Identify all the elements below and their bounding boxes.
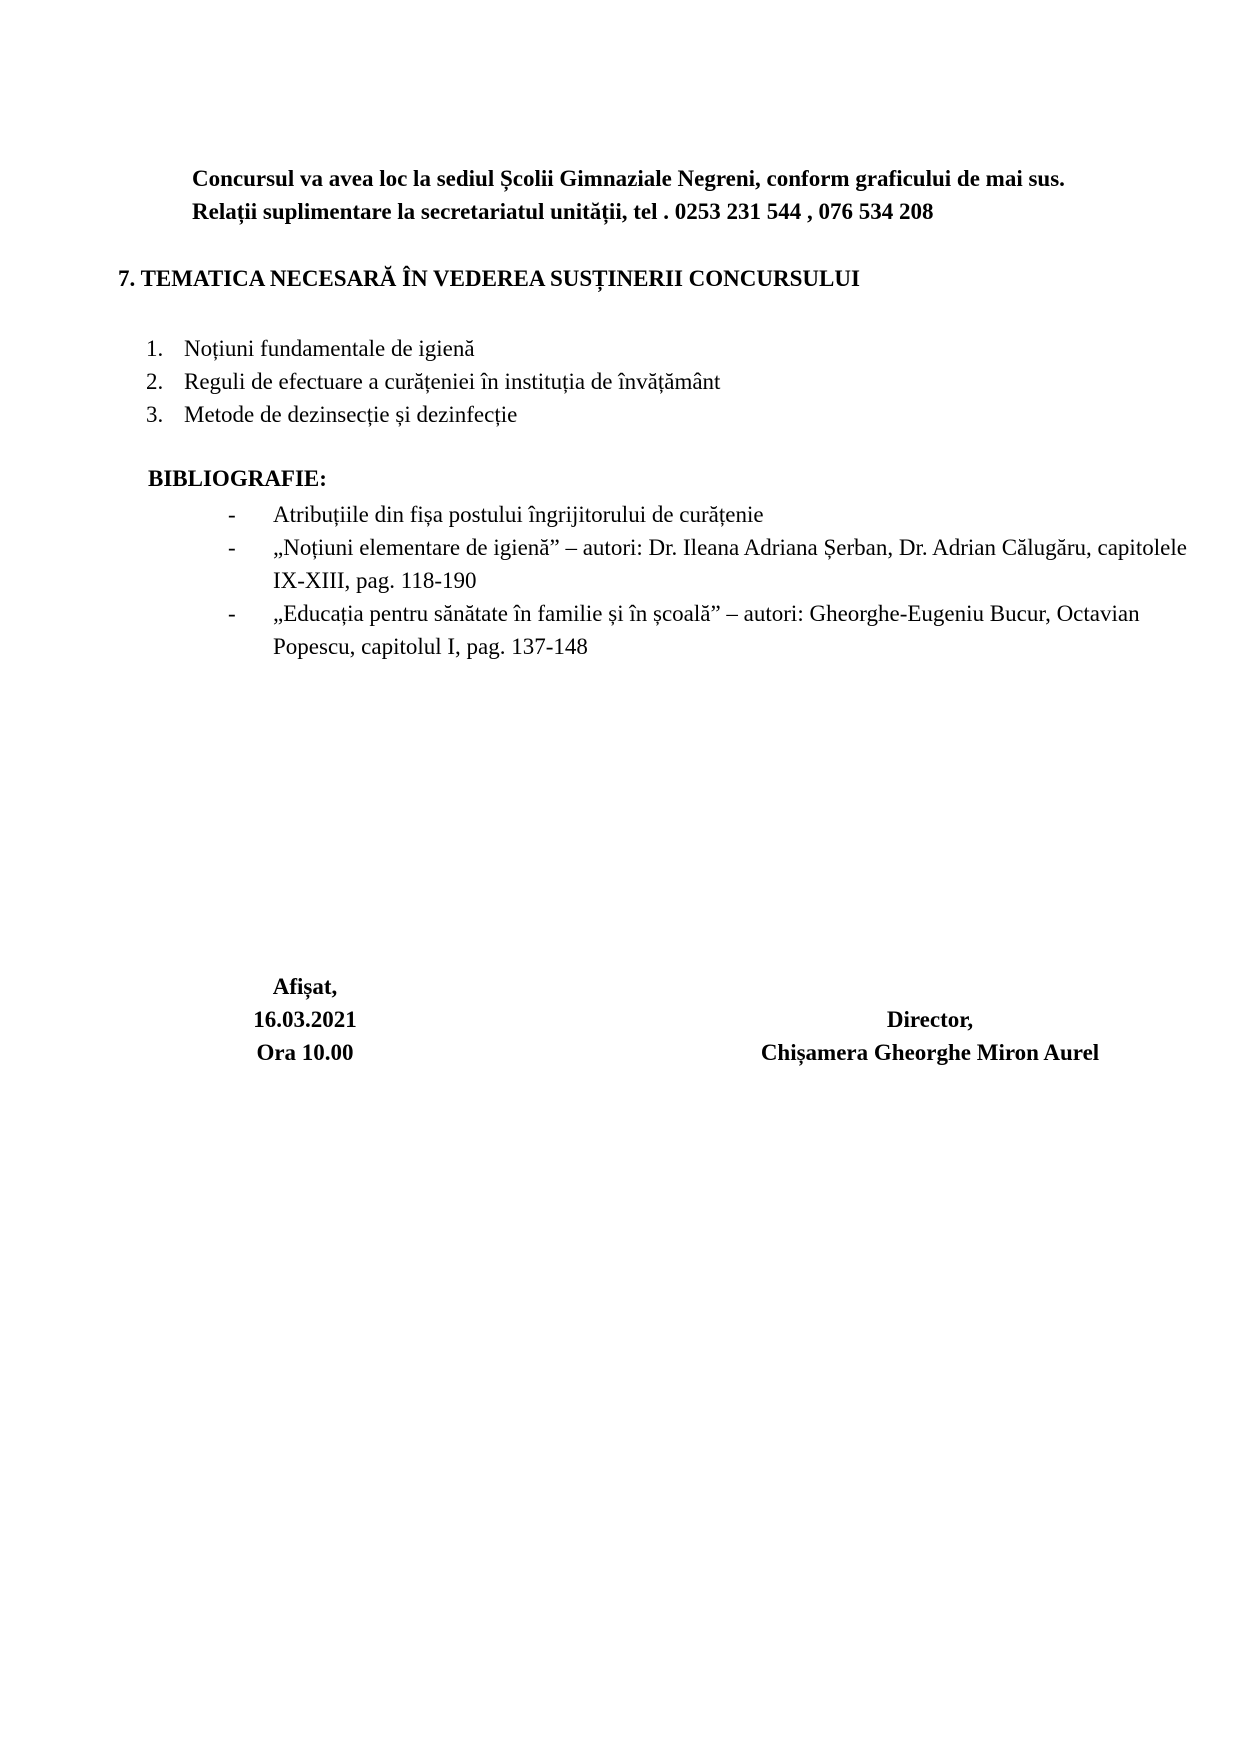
section-title: 7. TEMATICA NECESARĂ ÎN VEDEREA SUSȚINERII CONCURSULUI [118,266,860,291]
intro-line-contact: Relații suplimentare la secretariatul unității, tel . 0253 231 544 , 076 534 208 [192,199,934,224]
bibliography-text: „Educația pentru sănătate în familie și în școală” – autori: Gheorghe-Eugeniu Bucur, Octavian Popescu, capitolul I, pag. 137-148 [273,601,1140,659]
posted-label: Afișat, [272,974,338,999]
bibliography-text: Atribuțiile din fișa postului îngrijitorului de curățenie [273,502,764,527]
bullet-dash: - [228,535,236,560]
topic-item [146,365,720,398]
bibliography-item [228,597,1188,663]
topic-text: Noțiuni fundamentale de igienă [184,336,475,361]
posted-block [230,970,380,1069]
topics-list [146,332,720,431]
topic-number: 2. [146,369,164,394]
topic-item [146,332,720,365]
bibliography-list [228,498,1188,663]
posted-date: 16.03.2021 [253,1007,357,1032]
topic-number: 1. [146,336,164,361]
bibliography-item [228,531,1188,597]
bullet-dash: - [228,502,236,527]
intro-line-location: Concursul va avea loc la sediul Școlii Gimnaziale Negreni, conform graficului de mai sus. [192,166,1065,191]
topic-text: Reguli de efectuare a curățeniei în instituția de învățământ [184,369,721,394]
bibliography-text: „Noțiuni elementare de igienă” – autori: Dr. Ileana Adriana Șerban, Dr. Adrian Călugăru, capitolele IX-XIII, pag. 118-190 [273,535,1187,593]
signature-name: Chișamera Gheorghe Miron Aurel [760,1040,1100,1065]
signature-role: Director, [886,1007,974,1032]
posted-time: Ora 10.00 [256,1040,354,1065]
topic-number: 3. [146,402,164,427]
bullet-dash: - [228,601,236,626]
signature-block [730,1003,1130,1069]
topic-item [146,398,720,431]
topic-text: Metode de dezinsecție și dezinfecție [184,402,518,427]
bibliography-item [228,498,1188,531]
bibliography-heading: BIBLIOGRAFIE: [148,466,327,491]
intro-paragraph [192,162,1192,228]
